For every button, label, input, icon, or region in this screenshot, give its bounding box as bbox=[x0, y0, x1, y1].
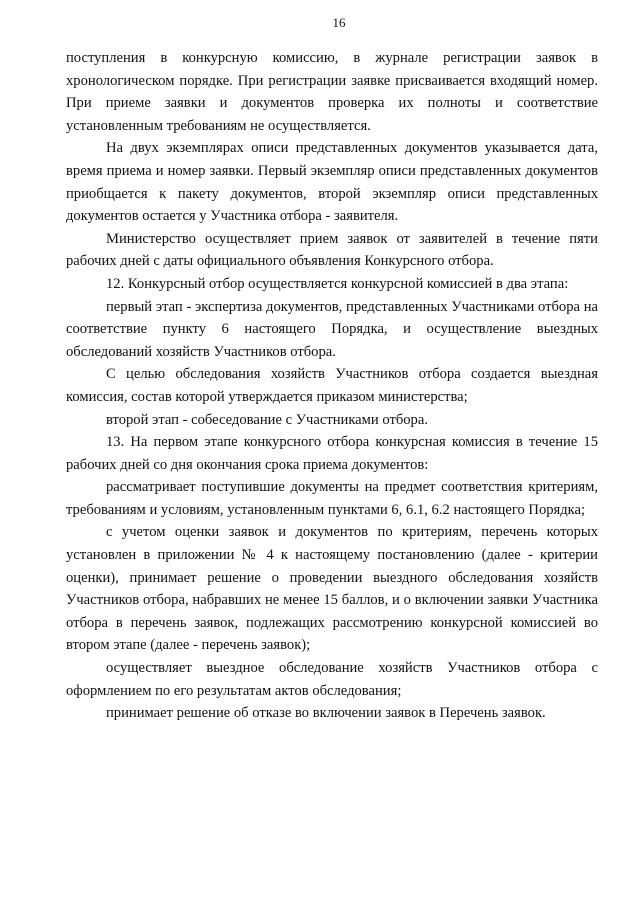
paragraph-second-stage: второй этап - собеседование с Участниками отбора. bbox=[106, 411, 428, 428]
paragraph-item-13: 13. На первом этапе конкурсного отбора конкурсная комиссия в течение 15 рабочих дней со дня окончания срока приема документов: bbox=[66, 434, 598, 473]
paragraph-review-documents: рассматривает поступившие документы на предмет соответствия критериям, требованиям и условиям, установленным пунктами 6, 6.1, 6.2 настоящего Порядка; bbox=[66, 479, 598, 518]
paragraph-field-commission: С целью обследования хозяйств Участников отбора создается выездная комиссия, состав которой утверждается приказом министерства; bbox=[66, 366, 598, 405]
paragraph-field-inspection: осуществляет выездное обследование хозяйств Участников отбора с оформлением по его результатам актов обследования; bbox=[66, 660, 598, 699]
page-number: 16 bbox=[332, 15, 346, 30]
paragraph-inventory-copies: На двух экземплярах описи представленных документов указывается дата, время приема и номер заявки. Первый экземпляр описи представленных документов приобщается к пакету документов, второй экземпляр описи представленных документов остается у Участника отбора - заявителя. bbox=[66, 140, 598, 225]
paragraph-registration: поступления в конкурсную комиссию, в журнале регистрации заявок в хронологическом порядке. При регистрации заявке присваивается входящий номер. При приеме заявки и документов проверка их полноты и соответствие установленным требованиям не осуществляется. bbox=[66, 50, 598, 134]
paragraph-refusal-decision: принимает решение об отказе во включении заявок в Перечень заявок. bbox=[106, 705, 546, 722]
paragraph-criteria-decision: с учетом оценки заявок и документов по критериям, перечень которых установлен в приложении № 4 к настоящему постановлению (далее - критерии оценки), принимает решение о проведении выездного обследования хозяйств Участников отбора, набравших не менее 15 баллов, и о включении заявки Участника отбора в перечень заявок, подлежащих рассмотрению конкурсной комиссией во втором этапе (далее - перечень заявок); bbox=[66, 524, 598, 654]
paragraph-first-stage: первый этап - экспертиза документов, представленных Участниками отбора на соответствие пункту 6 настоящего Порядка, и осуществление выездных обследований хозяйств Участников отбора. bbox=[66, 298, 598, 360]
paragraph-ministry-acceptance: Министерство осуществляет прием заявок от заявителей в течение пяти рабочих дней с даты официального объявления Конкурсного отбора. bbox=[66, 230, 598, 270]
paragraph-item-12: 12. Конкурсный отбор осуществляется конкурсной комиссией в два этапа: bbox=[106, 275, 569, 292]
